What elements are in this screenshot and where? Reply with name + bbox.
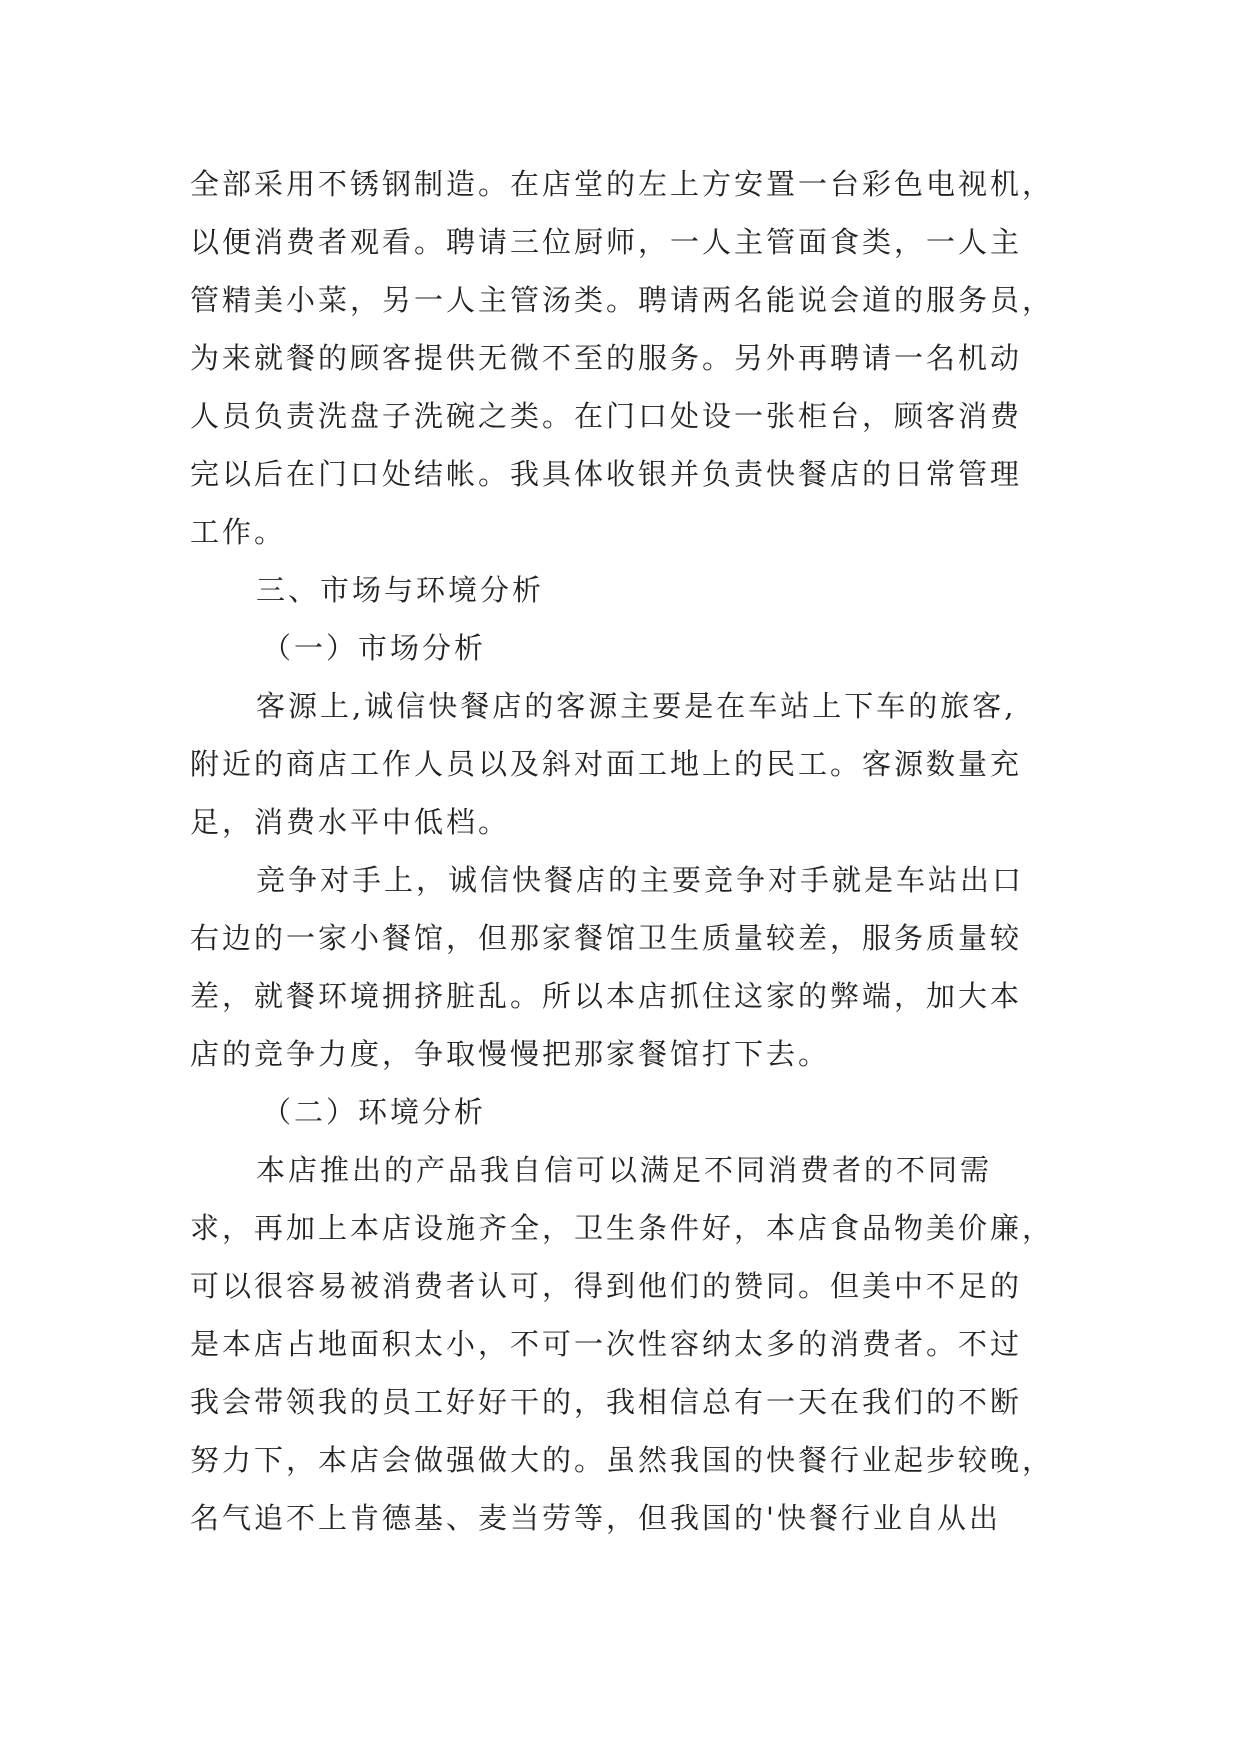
paragraph-start: 竞争对手上，诚信快餐店的主要竞争对手就是车站出口 [256,863,1025,897]
text-line: 我会带领我的员工好好干的，我相信总有一天在我们的不断 [190,1385,1023,1419]
subsection-heading: （一）市场分析 [262,631,487,665]
text-line: 求，再加上本店设施齐全，卫生条件好，本店食品物美价廉， [190,1211,1055,1245]
text-line: 差，就餐环境拥挤脏乱。所以本店抓住这家的弊端，加大本 [190,979,1023,1013]
text-line: 人员负责洗盘子洗碗之类。在门口处设一张柜台，顾客消费 [190,399,1023,433]
text-line: 附近的商店工作人员以及斜对面工地上的民工。客源数量充 [190,747,1023,781]
text-line: 店的竞争力度，争取慢慢把那家餐馆打下去。 [190,1037,831,1071]
text-line: 可以很容易被消费者认可，得到他们的赞同。但美中不足的 [190,1269,1023,1303]
text-line: 是本店占地面积太小，不可一次性容纳太多的消费者。不过 [190,1327,1023,1361]
text-line: 右边的一家小餐馆，但那家餐馆卫生质量较差，服务质量较 [190,921,1023,955]
text-line: 工作。 [190,515,287,549]
text-line: 为来就餐的顾客提供无微不至的服务。另外再聘请一名机动 [190,341,1023,375]
paragraph-start: 本店推出的产品我自信可以满足不同消费者的不同需 [256,1153,993,1187]
text-line: 足，消费水平中低档。 [190,805,511,839]
text-line: 努力下，本店会做强做大的。虽然我国的快餐行业起步较晚， [190,1443,1055,1477]
text-line: 名气追不上肯德基、麦当劳等，但我国的'快餐行业自从出 [190,1501,1001,1535]
text-line: 以便消费者观看。聘请三位厨师，一人主管面食类，一人主 [190,225,1023,259]
section-heading: 三、市场与环境分析 [256,573,545,607]
text-line: 管精美小菜，另一人主管汤类。聘请两名能说会道的服务员， [190,283,1055,317]
text-line: 全部采用不锈钢制造。在店堂的左上方安置一台彩色电视机， [190,167,1055,201]
text-line: 完以后在门口处结帐。我具体收银并负责快餐店的日常管理 [190,457,1023,491]
document-body [190,155,1070,1547]
subsection-heading: （二）环境分析 [262,1095,487,1129]
paragraph-start: 客源上,诚信快餐店的客源主要是在车站上下车的旅客, [256,689,1017,723]
